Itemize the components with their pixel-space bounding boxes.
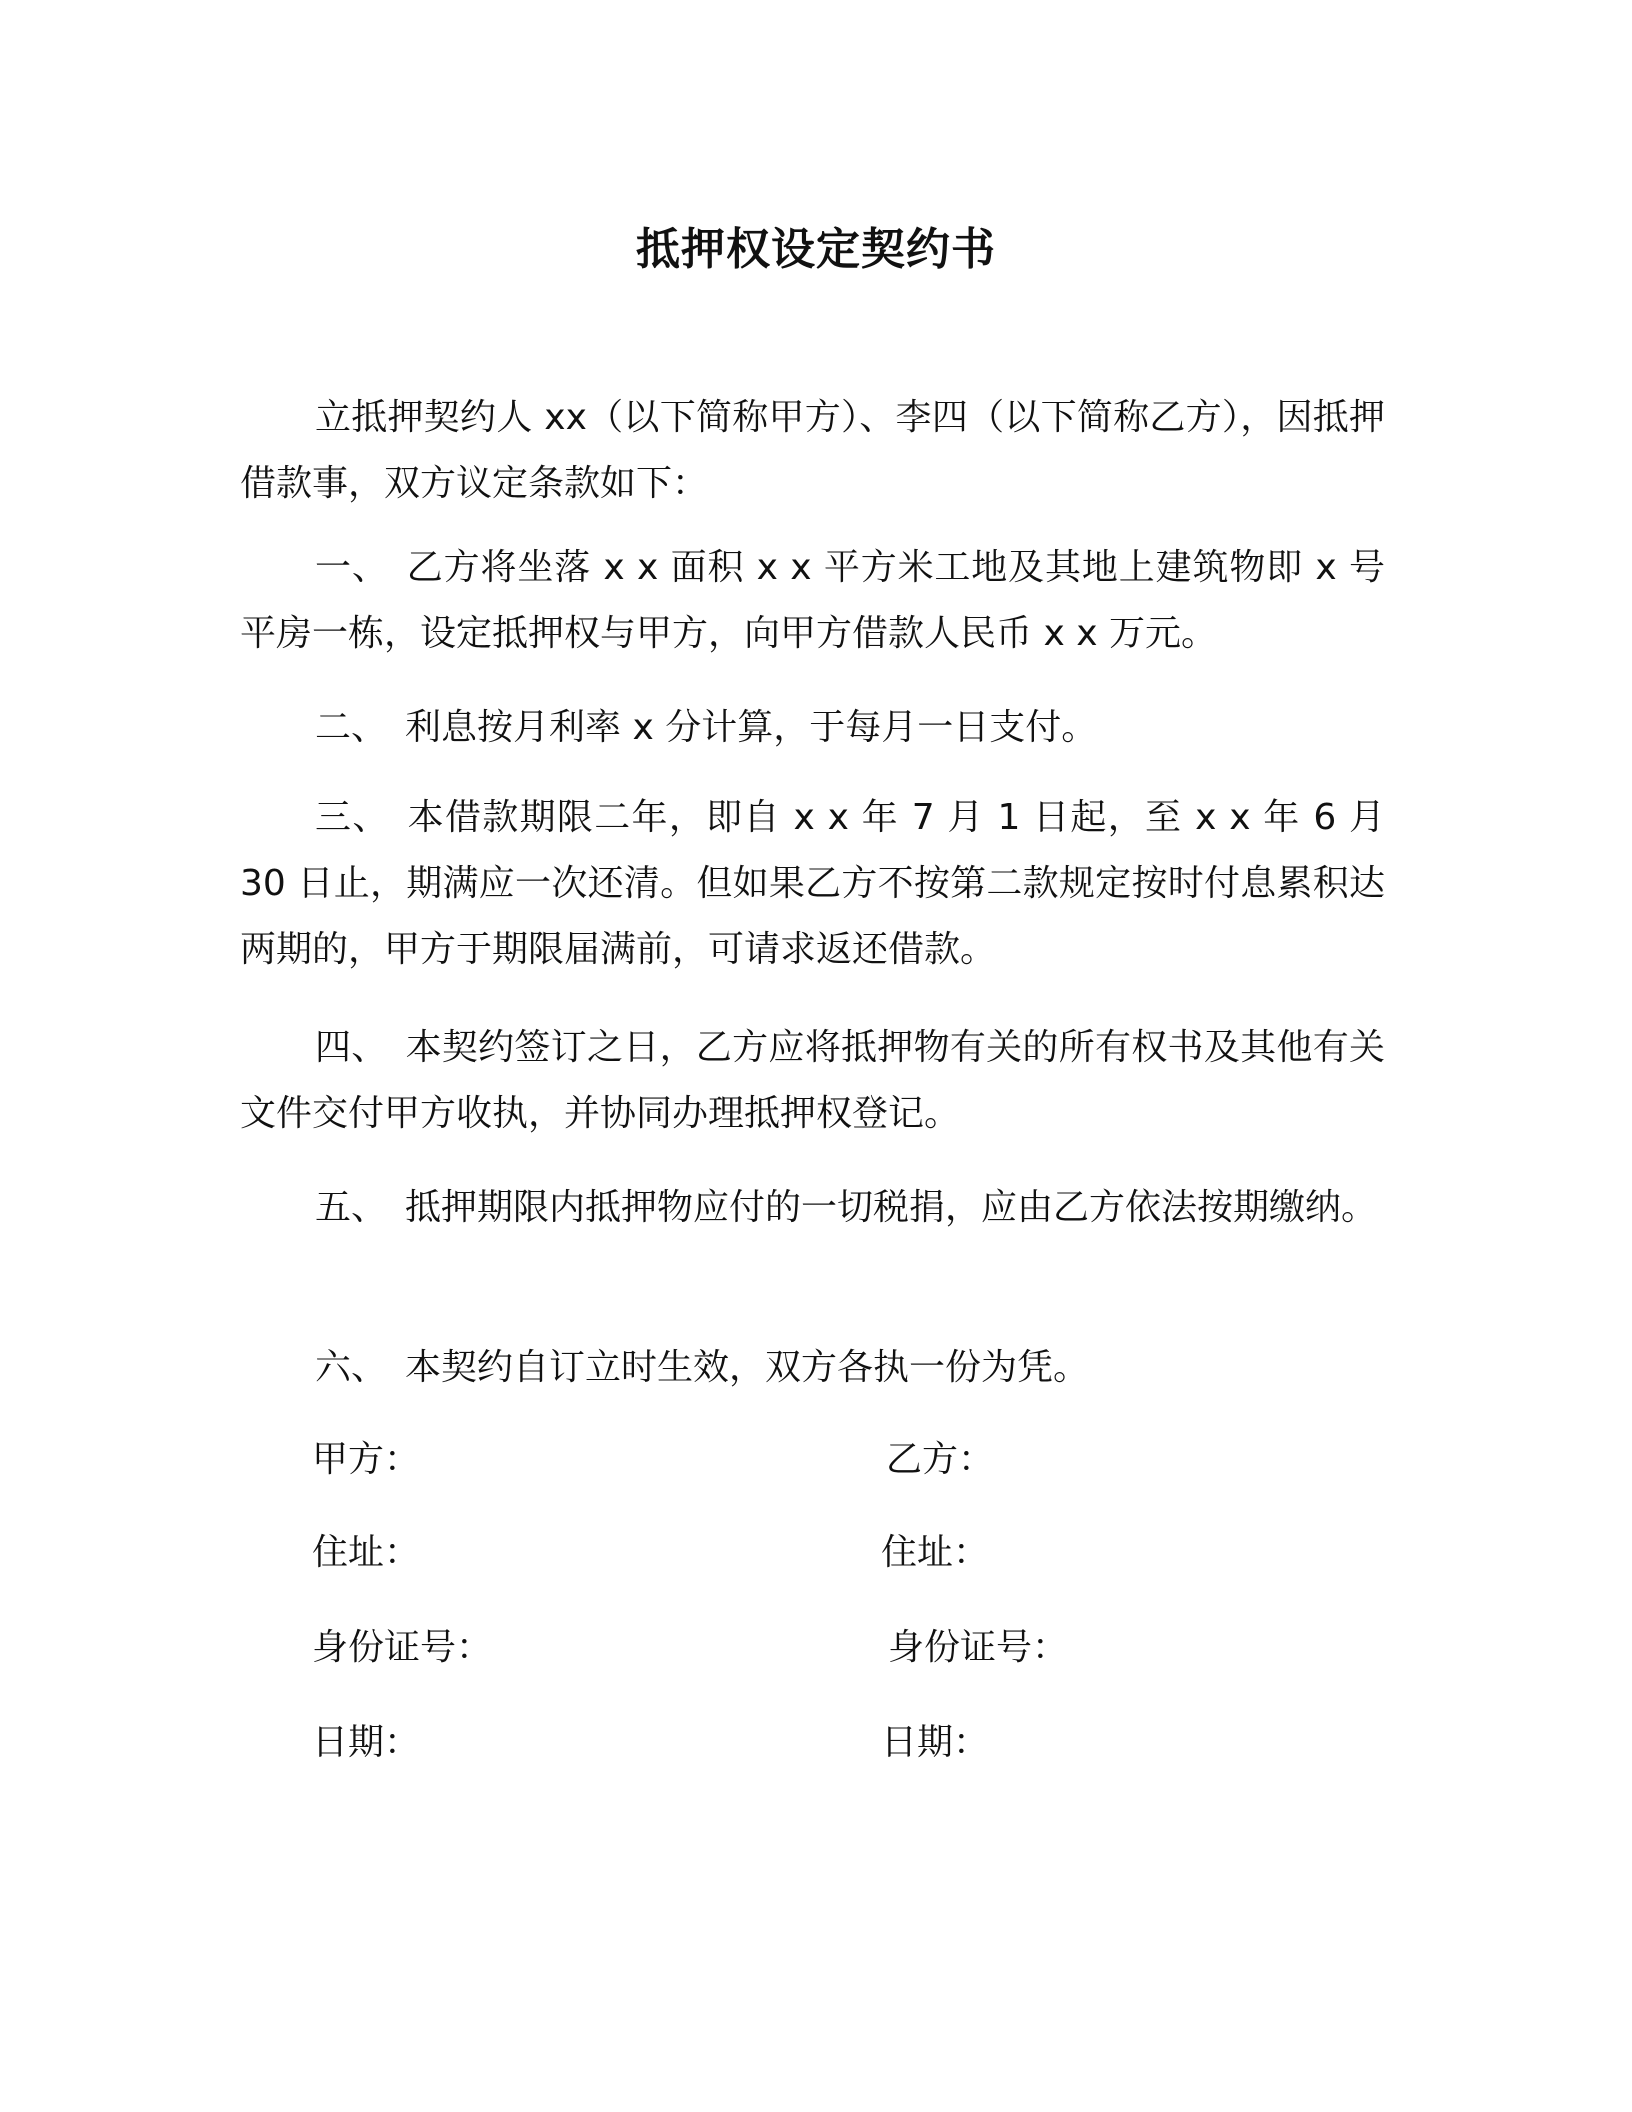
clause-3 [240, 785, 1385, 983]
party-a-address-label: 住址： [312, 1532, 421, 1573]
clause-6 [240, 1335, 1385, 1401]
party-a-label: 甲方： [312, 1439, 421, 1480]
clause-3-number: 三、 [315, 797, 390, 838]
party-b-address-label: 住址： [881, 1532, 990, 1573]
clause-4 [240, 1015, 1385, 1147]
clause-5-number: 五、 [315, 1187, 388, 1228]
party-b-date-label: 日期： [881, 1722, 990, 1763]
party-a-date-label: 日期： [312, 1722, 421, 1763]
clause-4-text: 本契约签订之日，乙方应将抵押物有关的所有权书及其他有关文件交付甲方收执，并协同办理抵押权登记。 [240, 1027, 1385, 1134]
clause-2-text: 利息按月利率 x 分计算，于每月一日支付。 [405, 707, 1098, 748]
clause-6-number: 六、 [315, 1347, 388, 1388]
party-b-label: 乙方： [886, 1439, 995, 1480]
party-a-id-label: 身份证号： [312, 1627, 493, 1668]
party-b-id-label: 身份证号： [888, 1627, 1069, 1668]
document-title: 抵押权设定契约书 [636, 224, 996, 275]
intro-paragraph: 立抵押契约人 xx（以下简称甲方）、李四（以下简称乙方），因抵押借款事，双方议定条款如下： [240, 397, 1385, 504]
clause-6-text: 本契约自订立时生效，双方各执一份为凭。 [405, 1347, 1090, 1388]
clause-5-text: 抵押期限内抵押物应付的一切税捐，应由乙方依法按期缴纳。 [405, 1187, 1378, 1228]
clause-2-number: 二、 [315, 707, 388, 748]
clause-2 [240, 695, 1385, 761]
clause-1-number: 一、 [315, 547, 389, 588]
clause-1 [240, 535, 1385, 667]
clause-4-number: 四、 [315, 1027, 388, 1068]
clause-3-text: 本借款期限二年，即自 x x 年 7 月 1 日起，至 x x 年 6 月 30 日止，期满应一次还清。但如果乙方不按第二款规定按时付息累积达两期的，甲方于期限届满前，可请求返还借款。 [240, 797, 1385, 970]
clause-5 [240, 1175, 1385, 1241]
clause-1-text: 乙方将坐落 x x 面积 x x 平方米工地及其地上建筑物即 x 号平房一栋，设定抵押权与甲方，向甲方借款人民币 x x 万元。 [240, 547, 1385, 654]
